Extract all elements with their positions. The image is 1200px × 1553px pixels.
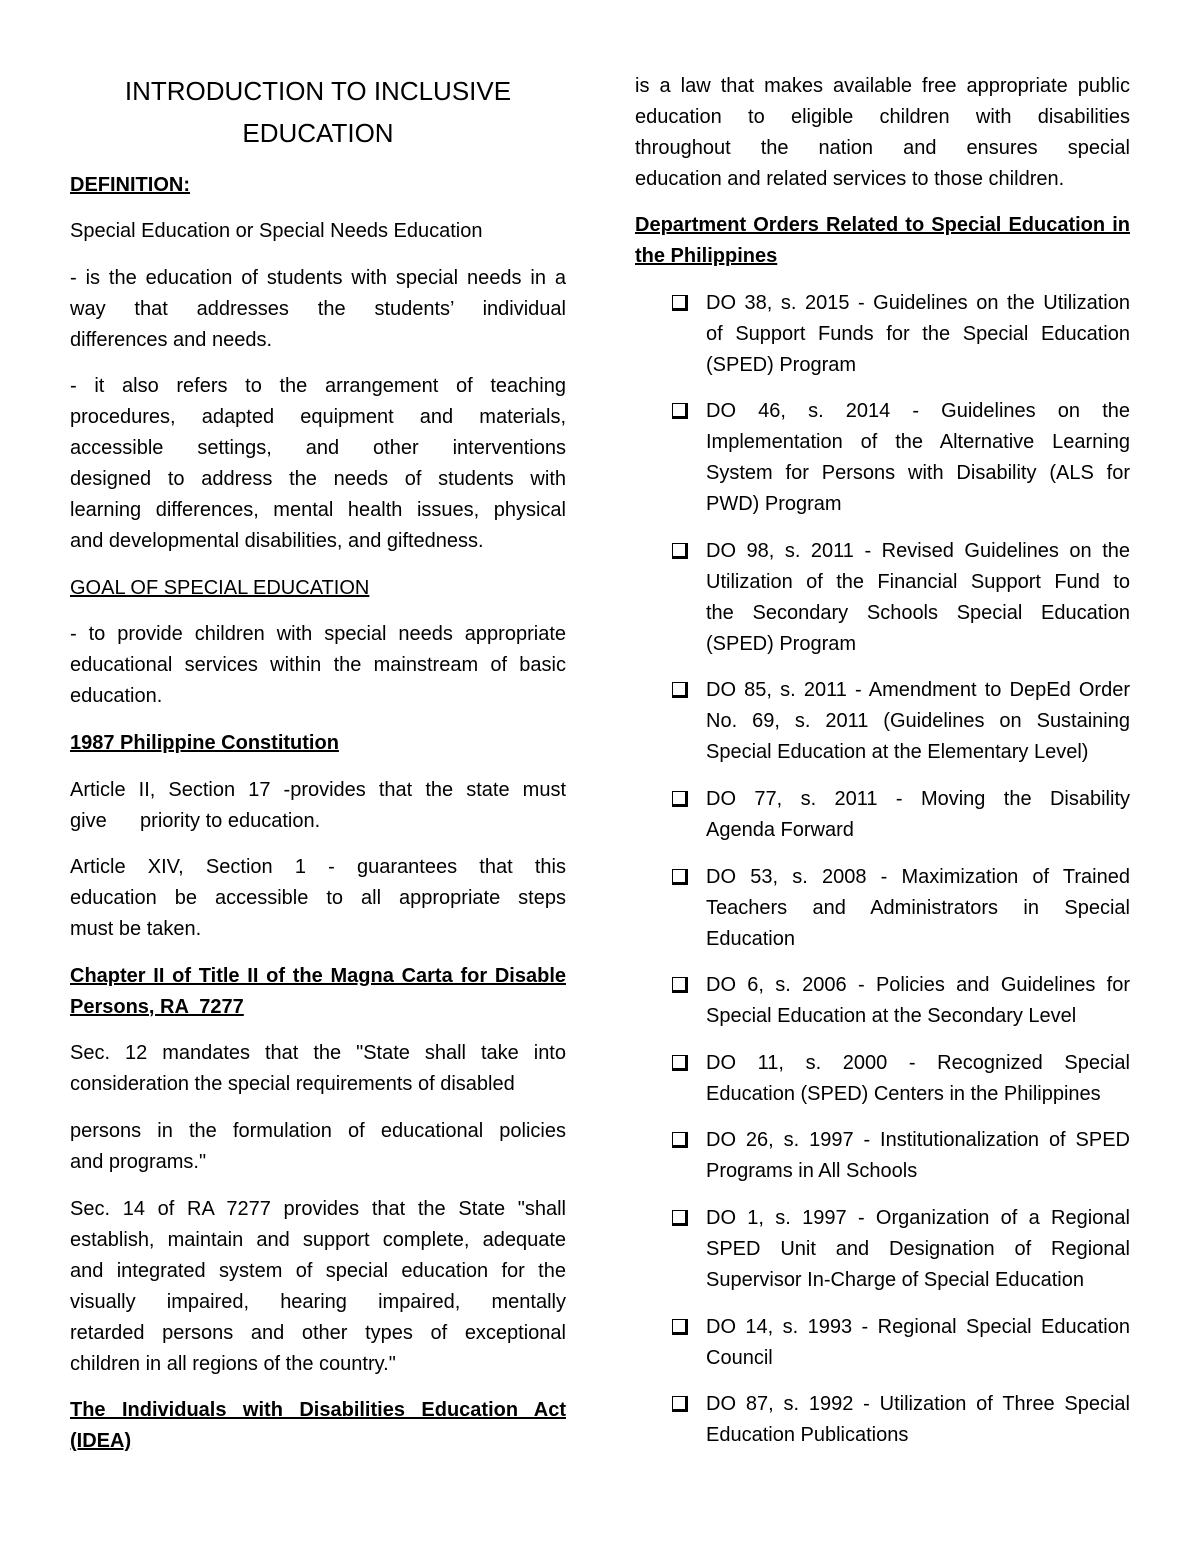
text-line: Programs in All Schools — [706, 1160, 918, 1183]
text-line: retarded persons and other types of exceptional — [70, 1321, 566, 1344]
right-column — [635, 71, 1130, 1467]
text-line: (SPED) Program — [706, 632, 857, 655]
text-line: Supervisor In-Charge of Special Education — [706, 1269, 1084, 1292]
definition-heading — [70, 170, 566, 201]
text-line: Sec. 12 mandates that the "State shall take into — [70, 1042, 566, 1065]
department-orders-heading — [635, 210, 1130, 272]
department-order-item — [635, 1048, 1130, 1110]
checkbox-bullet-icon — [672, 1055, 688, 1071]
constitution-heading — [70, 728, 566, 759]
text-line: Agenda Forward — [706, 819, 854, 842]
text-line: - to provide children with special needs appropriate — [70, 623, 566, 646]
text-line: DO 14, s. 1993 - Regional Special Education — [706, 1315, 1130, 1338]
text-line: Implementation of the Alternative Learning — [706, 431, 1130, 454]
text-line: and programs." — [70, 1151, 207, 1174]
text-line: Special Education at the Secondary Level — [706, 1005, 1077, 1028]
heading-line: GOAL OF SPECIAL EDUCATION — [70, 576, 370, 599]
text-line: PWD) Program — [706, 493, 842, 516]
checkbox-bullet-icon — [672, 403, 688, 419]
department-order-item — [635, 396, 1130, 520]
text-line: DO 11, s. 2000 - Recognized Special — [706, 1051, 1130, 1074]
text-line: Teachers and Administrators in Special — [706, 896, 1130, 919]
heading-line: Persons, RA 7277 — [70, 995, 244, 1018]
department-order-item — [635, 970, 1130, 1032]
magna-carta-heading — [70, 961, 566, 1023]
idea-text — [635, 71, 1130, 195]
sec-12-text-part-2 — [70, 1116, 566, 1178]
text-line: Education (SPED) Centers in the Philippines — [706, 1082, 1101, 1105]
text-line: Council — [706, 1346, 773, 1369]
text-line: DO 85, s. 2011 - Amendment to DepEd Order — [706, 679, 1130, 702]
title-line: INTRODUCTION TO INCLUSIVE — [124, 76, 512, 106]
definition-point-2 — [70, 371, 566, 557]
heading-line: DEFINITION: — [70, 173, 190, 196]
title-line: EDUCATION — [242, 118, 394, 148]
text-line: Article II, Section 17 -provides that the state must — [70, 778, 566, 801]
text-line: education and related services to those children. — [635, 167, 1065, 190]
department-order-item — [635, 862, 1130, 955]
checkbox-bullet-icon — [672, 1319, 688, 1335]
checkbox-bullet-icon — [672, 1210, 688, 1226]
text-line: Special Education at the Elementary Level) — [706, 741, 1089, 764]
text-line: the Secondary Schools Special Education — [706, 601, 1130, 624]
department-order-item — [635, 536, 1130, 660]
text-line: education to eligible children with disabilities — [635, 105, 1130, 128]
heading-line: 1987 Philippine Constitution — [70, 732, 339, 755]
heading-line: the Philippines — [635, 245, 778, 268]
text-line: Special Education or Special Needs Education — [70, 220, 483, 243]
text-line: and developmental disabilities, and giftedness. — [70, 530, 484, 553]
text-line: of Support Funds for the Special Education — [706, 322, 1130, 345]
checkbox-bullet-icon — [672, 1132, 688, 1148]
article-xiv-text — [70, 852, 566, 945]
text-line: - is the education of students with special needs in a — [70, 266, 566, 289]
text-line: Article XIV, Section 1 - guarantees that this — [70, 856, 566, 879]
department-order-item — [635, 1389, 1130, 1451]
heading-line: Chapter II of Title II of the Magna Carta for Disable — [70, 964, 566, 987]
text-line: DO 98, s. 2011 - Revised Guidelines on the — [706, 539, 1130, 562]
text-line: - it also refers to the arrangement of teaching — [70, 375, 566, 398]
goal-heading — [70, 573, 566, 604]
department-order-item — [635, 1312, 1130, 1374]
checkbox-bullet-icon — [672, 682, 688, 698]
department-order-item — [635, 1203, 1130, 1296]
text-line: throughout the nation and ensures special — [635, 136, 1130, 159]
text-line: and integrated system of special education for the — [70, 1259, 566, 1282]
idea-heading — [70, 1395, 566, 1457]
heading-line: (IDEA) — [70, 1430, 132, 1453]
heading-line: The Individuals with Disabilities Education Act — [70, 1399, 566, 1422]
text-line: differences and needs. — [70, 328, 273, 351]
text-line: DO 53, s. 2008 - Maximization of Trained — [706, 865, 1130, 888]
text-line: Sec. 14 of RA 7277 provides that the State "shall — [70, 1197, 566, 1220]
text-line: persons in the formulation of educational policies — [70, 1120, 566, 1143]
text-line: children in all regions of the country." — [70, 1352, 396, 1375]
text-line: visually impaired, hearing impaired, mentally — [70, 1290, 566, 1313]
text-line: SPED Unit and Designation of Regional — [706, 1238, 1130, 1261]
text-line: education. — [70, 685, 163, 708]
text-line: DO 26, s. 1997 - Institutionalization of SPED — [706, 1129, 1130, 1152]
text-line: procedures, adapted equipment and materials, — [70, 406, 566, 429]
goal-text — [70, 619, 566, 712]
department-order-item — [635, 784, 1130, 846]
text-line: Education — [706, 927, 795, 950]
text-line: (SPED) Program — [706, 353, 857, 376]
text-line: educational services within the mainstream of basic — [70, 654, 566, 677]
left-column — [70, 70, 566, 1473]
text-line: System for Persons with Disability (ALS for — [706, 462, 1130, 485]
text-line: designed to address the needs of students with — [70, 468, 566, 491]
text-line: education be accessible to all appropriate steps — [70, 887, 566, 910]
text-line: DO 77, s. 2011 - Moving the Disability — [706, 788, 1130, 811]
checkbox-bullet-icon — [672, 295, 688, 311]
department-order-item — [635, 1125, 1130, 1187]
text-line: way that addresses the students’ individual — [70, 297, 566, 320]
definition-point-1 — [70, 263, 566, 356]
text-line: DO 6, s. 2006 - Policies and Guidelines for — [706, 974, 1130, 997]
text-line: DO 87, s. 1992 - Utilization of Three Special — [706, 1393, 1130, 1416]
sec-12-text-part-1 — [70, 1038, 566, 1100]
text-line: is a law that makes available free appropriate public — [635, 74, 1130, 97]
text-line: No. 69, s. 2011 (Guidelines on Sustaining — [706, 710, 1130, 733]
text-line: must be taken. — [70, 918, 202, 941]
checkbox-bullet-icon — [672, 869, 688, 885]
article-ii-text — [70, 775, 566, 837]
text-line: give priority to education. — [70, 809, 321, 832]
text-line: learning differences, mental health issues, physical — [70, 499, 566, 522]
text-line: consideration the special requirements of disabled — [70, 1073, 515, 1096]
checkbox-bullet-icon — [672, 977, 688, 993]
text-line: Education Publications — [706, 1424, 909, 1447]
definition-term — [70, 216, 566, 247]
text-line: DO 1, s. 1997 - Organization of a Regional — [706, 1207, 1130, 1230]
checkbox-bullet-icon — [672, 791, 688, 807]
department-order-item — [635, 288, 1130, 381]
text-line: DO 46, s. 2014 - Guidelines on the — [706, 400, 1130, 423]
document-title — [70, 70, 566, 154]
department-order-item — [635, 675, 1130, 768]
checkbox-bullet-icon — [672, 1396, 688, 1412]
text-line: DO 38, s. 2015 - Guidelines on the Utilization — [706, 291, 1130, 314]
sec-14-text — [70, 1194, 566, 1380]
text-line: accessible settings, and other interventions — [70, 437, 566, 460]
checkbox-bullet-icon — [672, 543, 688, 559]
heading-line: Department Orders Related to Special Education in — [635, 214, 1130, 237]
text-line: establish, maintain and support complete, adequate — [70, 1228, 566, 1251]
text-line: Utilization of the Financial Support Fund to — [706, 570, 1130, 593]
